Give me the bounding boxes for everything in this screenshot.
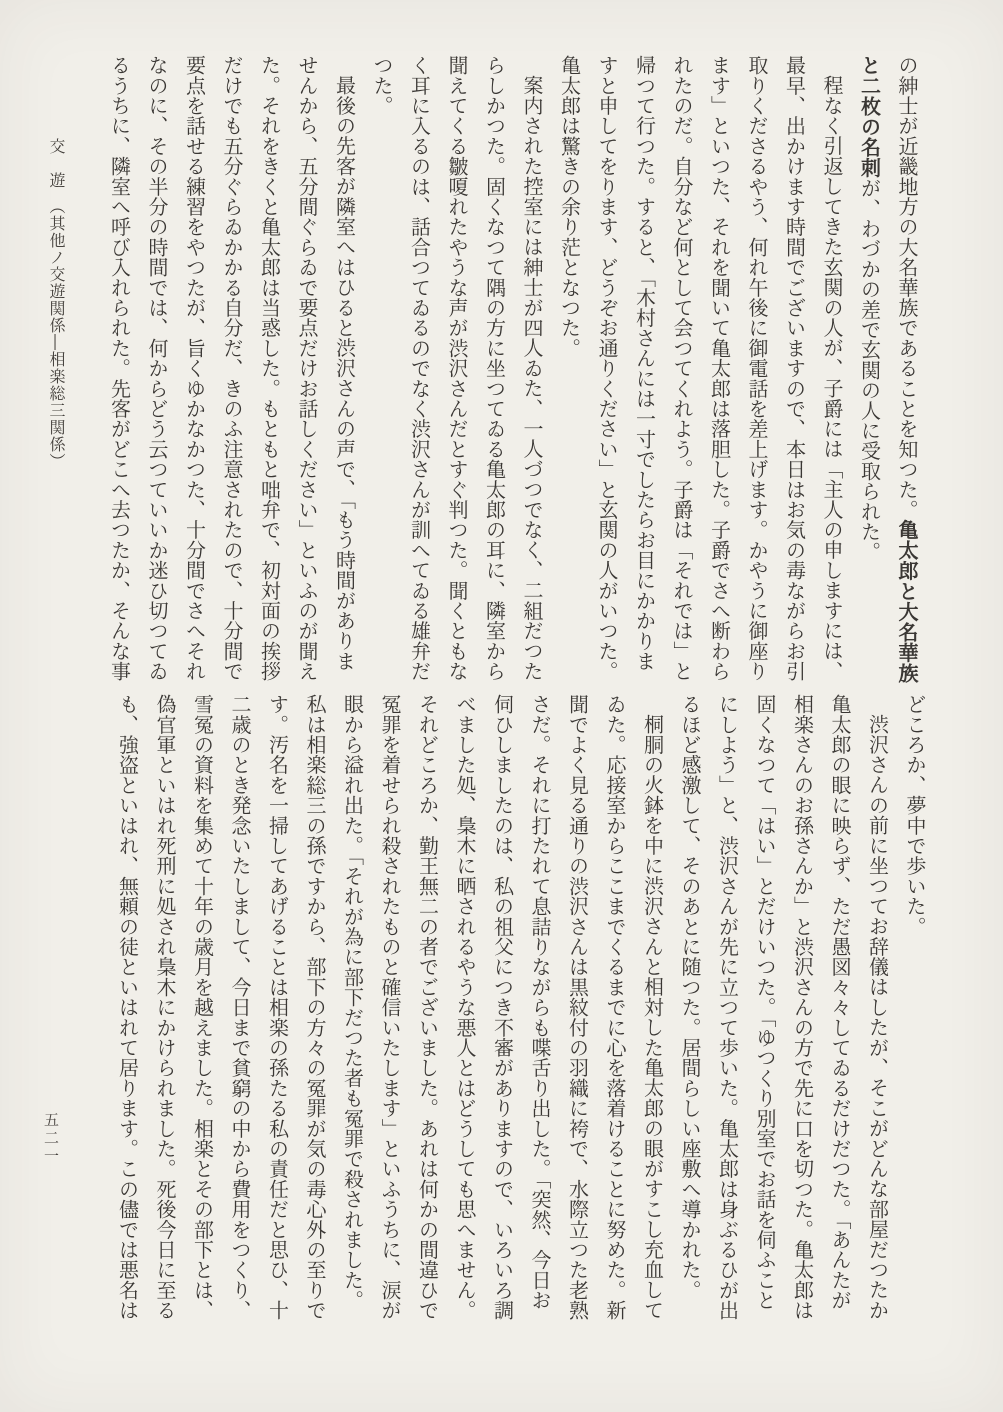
text-column	[100, 55, 138, 682]
text-column	[296, 694, 334, 1321]
text-column	[513, 55, 551, 697]
text-column	[213, 55, 251, 682]
text-column	[521, 694, 559, 1316]
text-column	[896, 694, 934, 1316]
text-run: 雪冤の資料を集めて十年の歳月を越えました。相楽とその部下とは、	[190, 694, 215, 1321]
text-run: 取りくださるやう、何れ午後に御電話を差上げます。かやうに御座り	[745, 55, 769, 682]
text-run: るうちに、隣室へ呼び入れられた。先客がどこへ去つたか、そんな事	[107, 55, 132, 682]
text-run: す。汚名を一掃してあげることは相楽の孫たる私の責任だと思ひ、十	[265, 694, 290, 1321]
text-column	[588, 55, 626, 682]
text-block-bottom	[108, 694, 933, 1336]
text-column	[250, 55, 288, 682]
inline-section-heading: と二枚の名刺	[857, 55, 882, 178]
text-run: なのに、その半分の時間では、何からどう云つていいか迷ひ切つてゐ	[145, 55, 169, 682]
text-run: 帰つて行つた。すると、「木村さんには一寸でしたらお目にかかりま	[632, 55, 657, 672]
text-column	[138, 55, 176, 682]
running-header: 交 遊 （其他ノ交遊関係―相楽総三関係）	[47, 138, 66, 470]
text-run: せんから、五分間ぐらゐで要点だけお話しください」といふのが聞え	[295, 55, 319, 682]
text-column	[633, 694, 671, 1336]
text-column	[858, 694, 896, 1336]
text-column	[333, 694, 371, 1316]
text-column	[888, 55, 926, 684]
text-run: どころか、夢中で歩いた。	[903, 694, 927, 937]
text-run: 最早、出かけます時間でございますので、本日はお気の毒ながらお引	[782, 55, 807, 682]
text-column	[363, 55, 401, 677]
text-column	[438, 55, 476, 682]
text-run: が、わづかの差で玄関の人に受取られた。	[857, 178, 882, 562]
text-column	[821, 694, 859, 1316]
text-column	[708, 694, 746, 1321]
text-run: 固くなつて「はい」とだけいつた。「ゆつくり別室でお話を伺ふこと	[753, 694, 777, 1311]
text-run: 伺ひしましたのは、私の祖父につき不審がありますので、いろいろ調	[490, 694, 515, 1321]
text-run: 相楽さんのお孫さんか」と渋沢さんの方で先に口を切つた。亀太郎は	[790, 694, 815, 1321]
text-column	[408, 694, 446, 1321]
text-column	[813, 55, 851, 697]
text-column	[371, 694, 409, 1321]
text-run: らしかつた。固くなつて隅の方に坐つてゐる亀太郎の耳に、隣室から	[482, 55, 507, 682]
text-run: く耳に入るのは、話合つてゐるのでなく渋沢さんが訓へてゐる雄弁だ	[407, 55, 432, 682]
text-column	[596, 694, 634, 1321]
text-column	[746, 694, 784, 1316]
text-block-top	[100, 55, 925, 697]
text-run: 聞えてくる皺嗄れたやうな声が渋沢さんだとすぐ判つた。聞くともな	[445, 55, 469, 682]
text-run: た。それをきくと亀太郎は当惑した。もともと咄弁で、初対面の挨拶	[257, 55, 282, 682]
text-run: だけでも五分ぐらゐかかる自分だ、きのふ注意されたので、十分間で	[220, 55, 244, 682]
text-run: すと申してをります、どうぞお通りください」と玄関の人がいつた。	[595, 55, 619, 682]
text-column	[671, 694, 709, 1316]
text-run: 眼から溢れ出た。「それが為に部下だつた者も冤罪で殺されました。	[340, 694, 365, 1311]
text-column	[288, 55, 326, 682]
text-column	[775, 55, 813, 682]
text-run: 渋沢さんの前に坐つてお辞儀はしたが、そこがどんな部屋だつたか	[865, 714, 890, 1320]
text-run: 要点を話せる練習をやつたが、旨くゆかなかつた、十分間でさへそれ	[182, 55, 207, 682]
text-run: 亀太郎は驚きの余り茫となつた。	[557, 55, 582, 358]
text-column	[146, 694, 184, 1321]
text-run: 偽官軍といはれ死刑に処され梟木にかけられました。死後今日に至る	[153, 694, 177, 1321]
text-column	[558, 694, 596, 1321]
text-column	[221, 694, 259, 1321]
text-run: ゐた。応接室からここまでくるまでに心を落着けることに努めた。新	[603, 694, 627, 1321]
text-column	[700, 55, 738, 682]
text-column	[183, 694, 221, 1321]
text-column	[446, 694, 484, 1321]
text-column	[850, 55, 888, 677]
page-number: 五二一	[42, 1112, 60, 1166]
text-run: つた。	[370, 55, 394, 116]
text-run: 亀太郎の眼に映らず、ただ愚図々々してゐるだけだつた。「あんたが	[828, 694, 852, 1311]
text-column	[625, 55, 663, 677]
text-run: 最後の先客が隣室へはひると渋沢さんの声で、「もう時間がありま	[332, 75, 357, 671]
text-column	[400, 55, 438, 682]
text-run: るほど感激して、そのあとに随つた。居間らしい座敷へ導かれた。	[678, 694, 702, 1300]
text-run: 私は相楽総三の孫ですから、部下の方々の冤罪が気の毒心外の至りで	[303, 694, 327, 1321]
text-run: の紳士が近畿地方の大名華族であることを知つた。	[895, 55, 919, 520]
text-run: 案内された控室には紳士が四人ゐた、一人づつでなく、二組だつた	[520, 75, 544, 681]
text-run: 冤罪を着せられ殺されたものと確信いたします」といふうちに、涙が	[378, 694, 402, 1321]
text-run: 桐胴の火鉢を中に渋沢さんと相対した亀太郎の眼がすこし充血して	[640, 714, 665, 1320]
text-column	[475, 55, 513, 682]
text-column	[550, 55, 588, 677]
text-run: 聞でよく見る通りの渋沢さんは黒紋付の羽織に袴で、水際立つた老熟	[565, 694, 590, 1321]
text-run: にしよう」と、渋沢さんが先に立つて歩いた。亀太郎は身ぶるひが出	[715, 694, 740, 1321]
text-run: 二歳のとき発念いたしまして、今日まで貧窮の中から費用をつくり、	[228, 694, 252, 1321]
inline-section-heading: 亀太郎と大名華族	[895, 519, 919, 684]
text-column	[258, 694, 296, 1321]
text-column	[738, 55, 776, 682]
text-run: 程なく引返してきた玄関の人が、子爵には「主人の申しますには、	[820, 75, 844, 681]
text-column	[108, 694, 146, 1321]
text-run: れたのだ。自分など何として会つてくれよう。子爵は「それでは」と	[670, 55, 694, 682]
text-run: ます」といつた、それを聞いて亀太郎は落胆した。子爵でさへ断わら	[707, 55, 732, 682]
text-column	[663, 55, 701, 682]
text-run: べました処、梟木に晒されるやうな悪人とはどうしても思へません。	[453, 694, 477, 1321]
text-column	[175, 55, 213, 682]
text-run: それどころか、勤王無二の者でございました。あれは何かの間違ひで	[415, 694, 440, 1321]
text-run: さだ。それに打たれて息詰りながらも喋舌り出した。「突然、今日お	[528, 694, 552, 1311]
text-column	[483, 694, 521, 1321]
text-column	[783, 694, 821, 1321]
text-run: も、強盗といはれ、無頼の徒といはれて居ります。この儘では悪名は	[115, 694, 140, 1321]
text-column	[325, 55, 363, 697]
